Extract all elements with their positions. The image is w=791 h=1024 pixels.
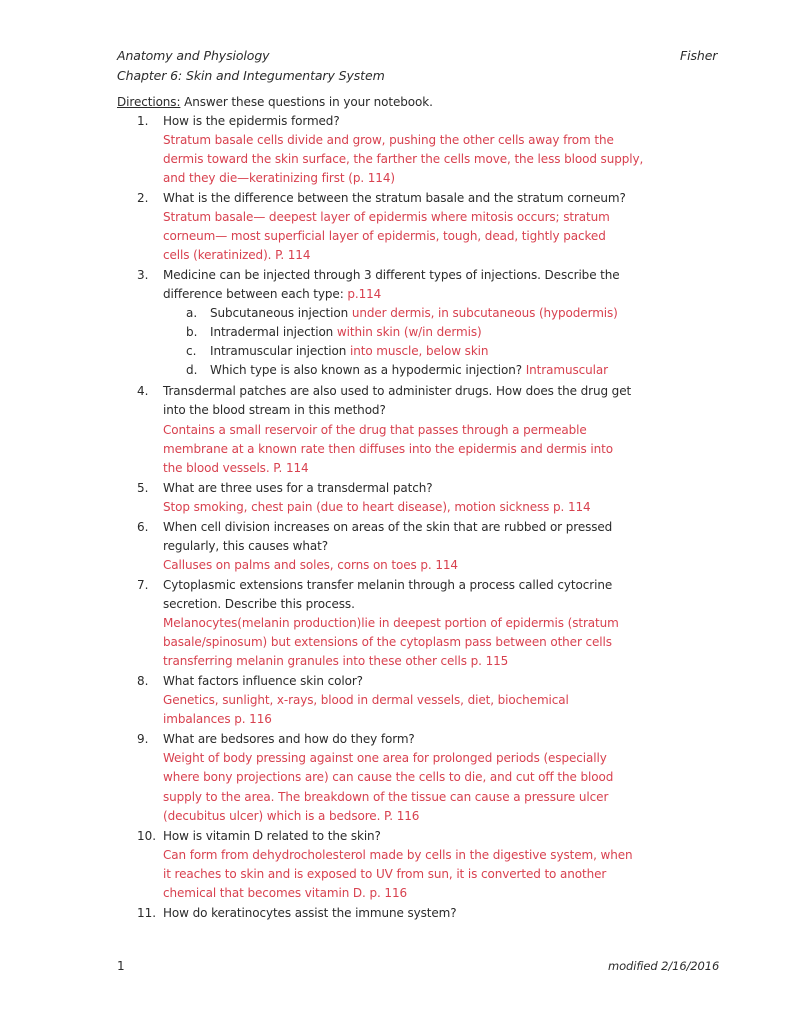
sub-answer-text: under dermis, in subcutaneous (hypodermis) [351,306,618,320]
question-text: into the blood stream in this method? [163,403,386,417]
question-text: Cytoplasmic extensions transfer melanin through a process called cytocrine [163,578,613,592]
question-text: What are three uses for a transdermal patch? [163,481,433,495]
question-text: regularly, this causes what? [163,539,328,553]
question-number: 8. [137,674,149,688]
answer-text: where bony projections are) can cause the cells to die, and cut off the blood [163,770,614,784]
sub-question [210,304,618,323]
question-text: secretion. Describe this process. [163,597,355,611]
question-number: 1. [137,114,149,128]
answer-text: (decubitus ulcer) which is a bedsore. P. 116 [163,809,420,823]
page-reference: p.114 [347,287,382,301]
question-text: What factors influence skin color? [163,674,363,688]
answer-text: Stratum basale cells divide and grow, pushing the other cells away from the [163,133,614,147]
question-text: How is the epidermis formed? [163,114,340,128]
sub-answer-text: into muscle, below skin [349,344,489,358]
question-text-part: difference between each type: [163,287,348,301]
answer-text: cells (keratinized). P. 114 [163,248,311,262]
sub-question-text: Intramuscular injection [210,344,350,358]
question-text: What is the difference between the stratum basale and the stratum corneum? [163,191,626,205]
modified-date: modified 2/16/2016 [608,959,720,973]
question-number: 7. [137,578,149,592]
page-number: 1 [117,959,125,973]
course-title: Anatomy and Physiology [117,48,270,63]
answer-text: membrane at a known rate then diffuses into the epidermis and dermis into [163,442,613,456]
question-number: 2. [137,191,149,205]
answer-text: it reaches to skin and is exposed to UV from sun, it is converted to another [163,867,607,881]
question-number: 6. [137,520,149,534]
answer-text: Can form from dehydrocholesterol made by cells in the digestive system, when [163,848,633,862]
answer-text: and they die—keratinizing first (p. 114) [163,171,395,185]
sub-question-letter: c. [186,344,197,358]
sub-answer-text: within skin (w/in dermis) [336,325,482,339]
answer-text: Stop smoking, chest pain (due to heart disease), motion sickness p. 114 [163,500,591,514]
question-text: Medicine can be injected through 3 different types of injections. Describe the [163,268,620,282]
question-text: Transdermal patches are also used to administer drugs. How does the drug get [163,384,632,398]
question-text: How do keratinocytes assist the immune system? [163,906,457,920]
answer-text: dermis toward the skin surface, the farther the cells move, the less blood supply, [163,152,644,166]
sub-question-letter: a. [186,306,198,320]
question-number: 5. [137,481,149,495]
answer-text: the blood vessels. P. 114 [163,461,309,475]
question-number: 4. [137,384,149,398]
sub-question [210,361,608,380]
answer-text: imbalances p. 116 [163,712,272,726]
sub-answer-text: Intramuscular [525,363,608,377]
question-number: 3. [137,268,149,282]
answer-text: Stratum basale— deepest layer of epidermis where mitosis occurs; stratum [163,210,610,224]
sub-question [210,323,482,342]
answer-text: Contains a small reservoir of the drug that passes through a permeable [163,423,587,437]
question-text: What are bedsores and how do they form? [163,732,415,746]
answer-text: chemical that becomes vitamin D. p. 116 [163,886,408,900]
answer-text: transferring melanin granules into these other cells p. 115 [163,654,509,668]
sub-question-letter: b. [186,325,198,339]
question-number: 9. [137,732,149,746]
chapter-title: Chapter 6: Skin and Integumentary System [117,68,385,83]
directions-text: Answer these questions in your notebook. [180,95,433,109]
question-number: 11. [137,906,157,920]
answer-text: Melanocytes(melanin production)lie in deepest portion of epidermis (stratum [163,616,619,630]
answer-text: Weight of body pressing against one area for prolonged periods (especially [163,751,607,765]
directions-label: Directions: [117,95,181,109]
sub-question-text: Which type is also known as a hypodermic injection? [210,363,526,377]
directions [117,93,433,112]
question-text: When cell division increases on areas of the skin that are rubbed or pressed [163,520,613,534]
question-number: 10. [137,829,157,843]
answer-text: corneum— most superficial layer of epidermis, tough, dead, tightly packed [163,229,606,243]
answer-text: basale/spinosum) but extensions of the cytoplasm pass between other cells [163,635,612,649]
answer-text: Calluses on palms and soles, corns on toes p. 114 [163,558,458,572]
teacher-name: Fisher [680,48,718,63]
sub-question-letter: d. [186,363,198,377]
question-text [163,285,381,304]
answer-text: Genetics, sunlight, x-rays, blood in dermal vessels, diet, biochemical [163,693,569,707]
sub-question-text: Intradermal injection [210,325,337,339]
question-text: How is vitamin D related to the skin? [163,829,381,843]
sub-question [210,342,488,361]
answer-text: supply to the area. The breakdown of the tissue can cause a pressure ulcer [163,790,609,804]
sub-question-text: Subcutaneous injection [210,306,352,320]
